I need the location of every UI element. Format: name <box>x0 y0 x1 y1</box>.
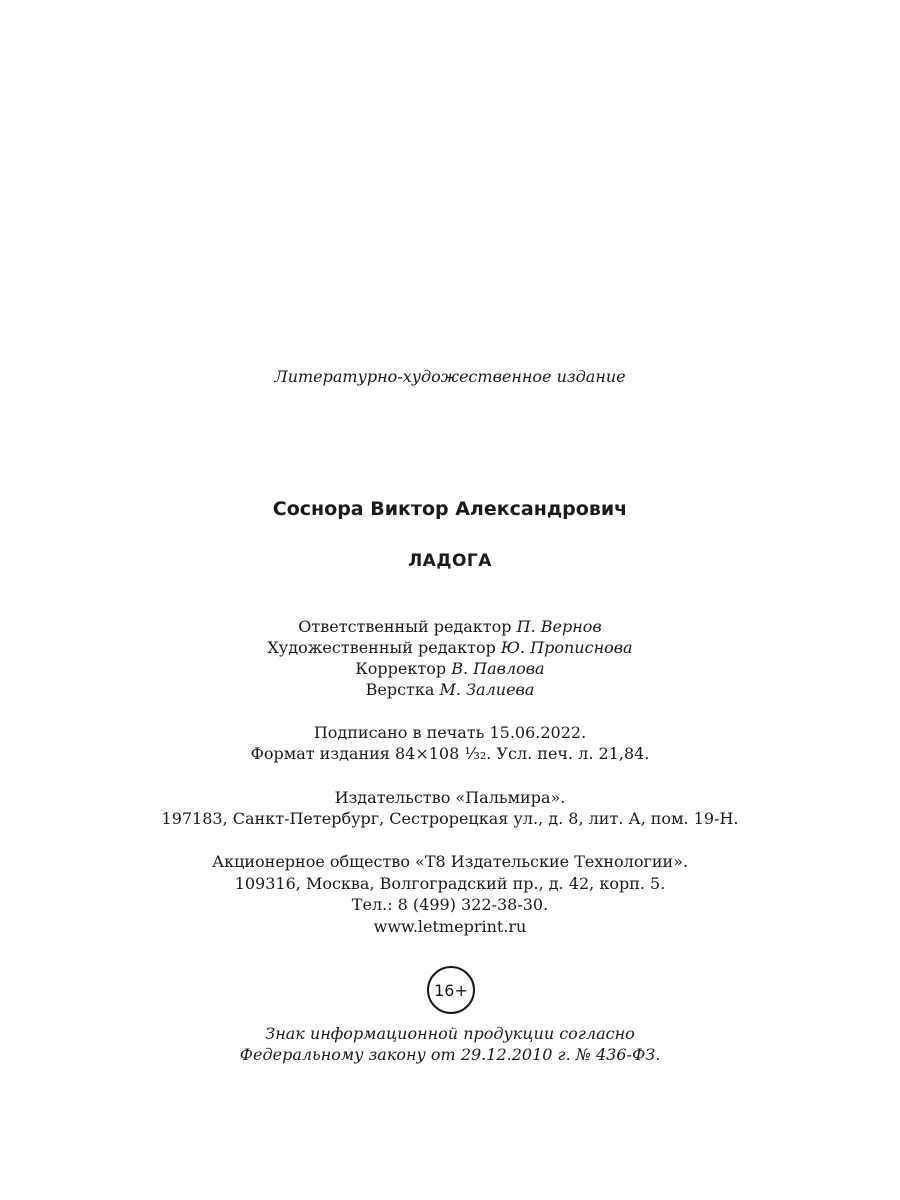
age-rating-label: 16+ <box>434 980 468 1000</box>
printer-website: www.letmeprint.ru <box>373 917 527 936</box>
credit-role: Художественный редактор <box>267 638 496 657</box>
credit-person: М. Залиева <box>439 680 535 699</box>
print-signed: Подписано в печать 15.06.2022. <box>313 723 587 742</box>
age-notice-line: Знак информационной продукции согласно <box>265 1024 635 1043</box>
credit-line <box>0 637 900 658</box>
credit-role: Корректор <box>355 659 447 678</box>
printer-phone: Тел.: 8 (499) 322-38-30. <box>351 895 549 914</box>
author-name: Соснора Виктор Александрович <box>272 498 628 520</box>
credit-person: В. Павлова <box>451 659 545 678</box>
credit-role: Верстка <box>365 680 435 699</box>
printer-name: Акционерное общество «Т8 Издательские Технологии». <box>211 852 689 871</box>
book-title: ЛАДОГА <box>408 551 492 571</box>
credit-line <box>0 616 900 637</box>
publisher-address: 197183, Санкт-Петербург, Сестрорецкая ул., д. 8, лит. А, пом. 19-Н. <box>161 809 739 828</box>
age-rating-badge <box>427 966 475 1014</box>
print-format: Формат издания 84×108 ¹⁄₃₂. Усл. печ. л. 21,84. <box>250 744 650 763</box>
printer-address: 109316, Москва, Волгоградский пр., д. 42, корп. 5. <box>234 874 666 893</box>
edition-type: Литературно-художественное издание <box>274 367 626 386</box>
credit-line <box>0 658 900 679</box>
age-notice-line: Федеральному закону от 29.12.2010 г. № 436-ФЗ. <box>239 1045 661 1064</box>
credit-person: П. Вернов <box>516 617 602 636</box>
credit-line <box>0 679 900 700</box>
credit-person: Ю. Прописнова <box>500 638 633 657</box>
credit-role: Ответственный редактор <box>298 617 512 636</box>
publisher-name: Издательство «Пальмира». <box>334 788 566 807</box>
